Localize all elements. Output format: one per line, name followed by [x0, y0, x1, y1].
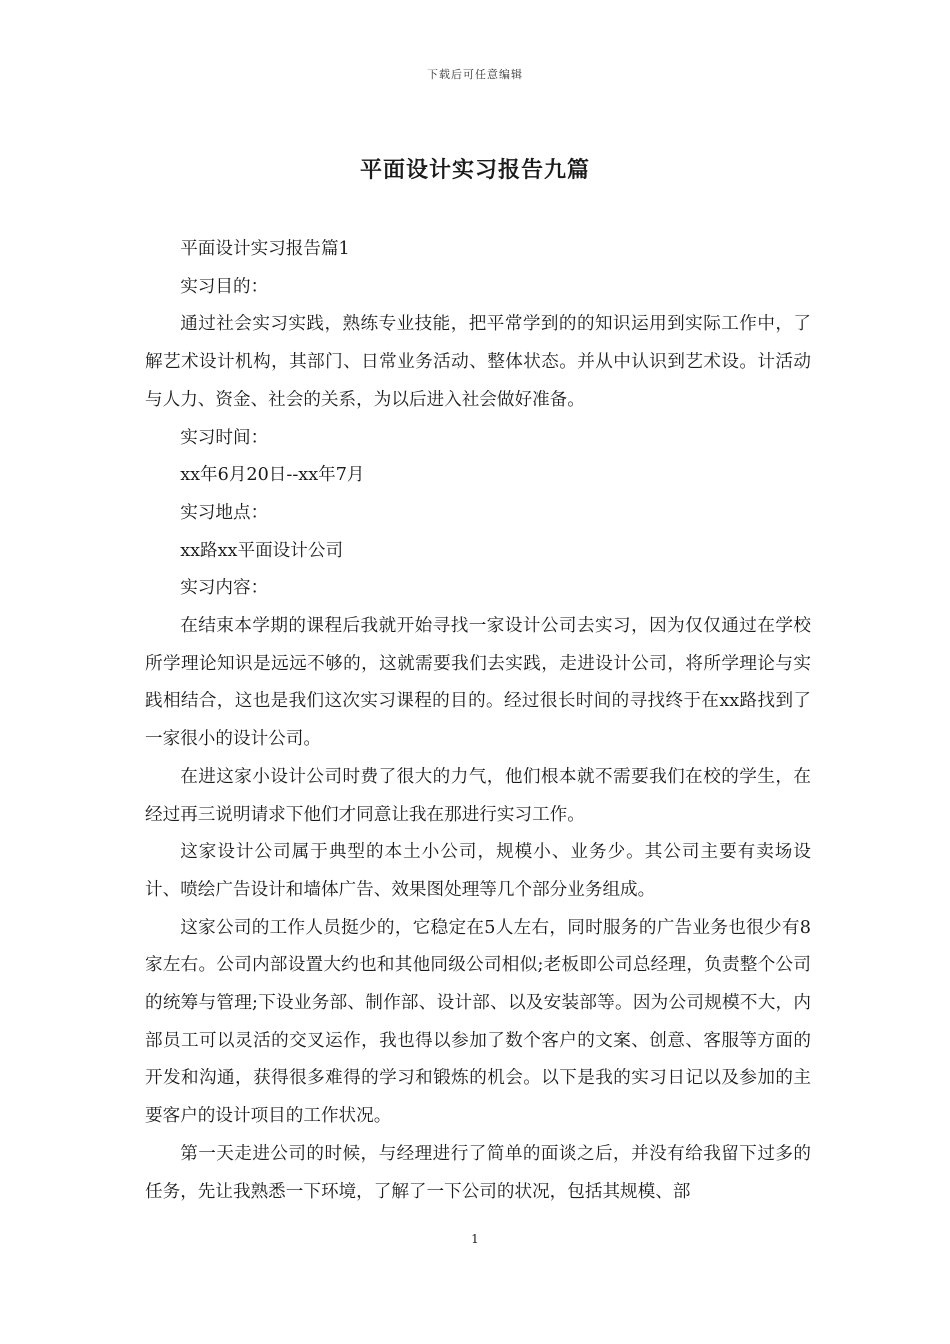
paragraph: 这家设计公司属于典型的本土小公司，规模小、业务少。其公司主要有卖场设计、喷绘广告设计和墙体广告、效果图处理等几个部分业务组成。	[145, 842, 811, 900]
paragraph: 第一天走进公司的时候，与经理进行了简单的面谈之后，并没有给我留下过多的任务，先让我熟悉一下环境，了解了一下公司的状况，包括其规模、部	[145, 1143, 811, 1202]
paragraph-time: xx年6月20日--xx年7月	[180, 465, 365, 486]
paragraph: 在结束本学期的课程后我就开始寻找一家设计公司去实习，因为仅仅通过在学校所学理论知识是远远不够的，这就需要我们去实践，走进设计公司，将所学理论与实践相结合，这也是我们这次实习课程的目的。经过很长时间的寻找终于在xx路找到了一家很小的设计公司。	[145, 616, 811, 750]
document-body	[145, 231, 811, 1211]
paragraph-label-time: 实习时间：	[180, 427, 269, 448]
page-header-note: 下载后可任意编辑	[427, 68, 523, 81]
paragraph-location: xx路xx平面设计公司	[180, 540, 344, 561]
section-heading: 平面设计实习报告篇1	[180, 239, 350, 259]
paragraph-label-purpose: 实习目的：	[180, 276, 269, 297]
paragraph-purpose: 通过社会实习实践，熟练专业技能，把平常学到的的知识运用到实际工作中，了解艺术设计机构，其部门、日常业务活动、整体状态。并从中认识到艺术设。计活动与人力、资金、社会的关系，为以后进入社会做好准备。	[145, 314, 811, 410]
paragraph: 这家公司的工作人员挺少的，它稳定在5人左右，同时服务的广告业务也很少有8家左右。公司内部设置大约也和其他同级公司相似;老板即公司总经理，负责整个公司的统筹与管理;下设业务部、制作部、设计部、以及安装部等。因为公司规模不大，内部员工可以灵活的交叉运作，我也得以参加了数个客户的文案、创意、客服等方面的开发和沟通，获得很多难得的学习和锻炼的机会。以下是我的实习日记以及参加的主要客户的设计项目的工作状况。	[145, 917, 811, 1127]
paragraph-label-location: 实习地点：	[180, 502, 269, 523]
paragraph: 在进这家小设计公司时费了很大的力气，他们根本就不需要我们在校的学生，在经过再三说明请求下他们才同意让我在那进行实习工作。	[145, 766, 811, 825]
page-number: 1	[471, 1232, 479, 1246]
paragraph-label-content: 实习内容：	[180, 578, 269, 599]
document-title: 平面设计实习报告九篇	[359, 157, 590, 183]
